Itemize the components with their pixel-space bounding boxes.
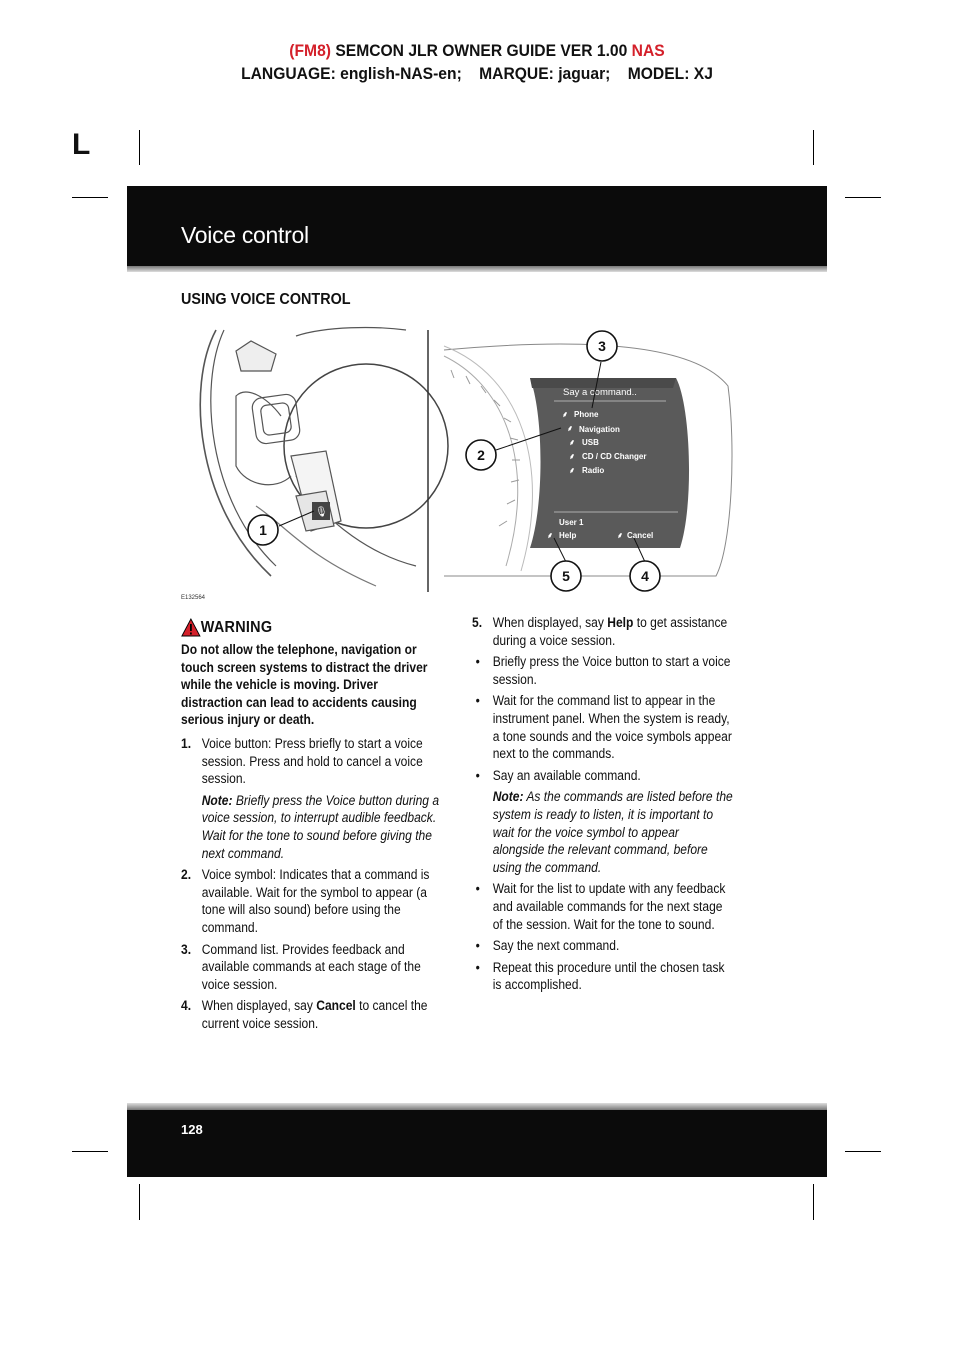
screen-mic-icon: ⸙ <box>569 466 575 475</box>
bullet-item: • Wait for the command list to appear in the instrument panel. When the system is ready, a tone sounds and the voice symbols appear next to the commands. <box>475 693 732 762</box>
bullet-item: • Repeat this procedure until the chosen task is accomplished. <box>475 959 725 993</box>
item-text: When displayed, say <box>492 615 608 630</box>
section-title: Voice control <box>181 222 309 248</box>
bullet-text: Briefly press the Voice button to start a voice session. <box>492 654 731 687</box>
screen-mic-icon: ⸙ <box>569 452 575 461</box>
item-text: Voice symbol: Indicates that a command is available. Wait for the symbol to appear (a tone will also sound) before using the command. <box>201 867 430 935</box>
title-band-shade <box>127 266 827 272</box>
item-text: to cancel the current voice session. <box>201 998 428 1031</box>
list-item <box>181 735 442 788</box>
callout-1: 1 <box>259 522 267 538</box>
list-item <box>181 997 442 1032</box>
crop-mark <box>139 130 140 165</box>
bullet-text: Wait for the command list to appear in the instrument panel. When the system is ready, a tone sounds and the voice symbols appear next to the commands. <box>492 693 732 762</box>
crop-mark <box>813 130 814 165</box>
header-nas: NAS <box>631 41 665 60</box>
screen-mic-icon: ⸙ <box>569 438 575 447</box>
item-number: 5. <box>472 615 483 630</box>
warning-triangle-icon <box>181 618 201 637</box>
item-keyword: Cancel <box>316 998 356 1014</box>
screen-mic-icon: ⸙ <box>567 424 573 433</box>
voice-control-figure <box>176 326 736 606</box>
item-text: When displayed, say <box>201 998 317 1014</box>
footer-band <box>127 1110 827 1177</box>
bullet-text: Wait for the list to update with any feedback and available commands for the next stage of the session. Wait for the tone to sound. <box>492 881 726 932</box>
screen-cancel: Cancel <box>627 531 654 540</box>
item-text: to get assistance during a voice session. <box>492 615 728 648</box>
page-number: 128 <box>181 1122 203 1137</box>
crop-mark <box>845 197 881 198</box>
screen-help: Help <box>559 531 577 540</box>
note-label: Note: <box>201 792 233 808</box>
warning-heading <box>181 618 442 637</box>
screen-heading: Say a command.. <box>563 387 637 398</box>
doc-header-line1 <box>38 41 916 61</box>
screen-user: User 1 <box>559 518 584 527</box>
bullet-item: • Wait for the list to update with any feedback and available commands for the next stage of the session. Wait for the tone to sound. <box>475 881 726 932</box>
screen-command: CD / CD Changer <box>582 452 647 461</box>
bullet-text: Say the next command. <box>492 938 620 954</box>
callout-3: 3 <box>598 338 606 354</box>
screen-mic-icon: ⸙ <box>617 531 623 540</box>
bullet-text: Repeat this procedure until the chosen task is accomplished. <box>492 959 725 993</box>
bullet-item: • Say the next command. <box>475 938 620 954</box>
note <box>181 792 442 862</box>
screen-mic-icon: ⸙ <box>547 531 553 540</box>
left-column <box>181 618 442 1036</box>
item-number: 4. <box>181 998 192 1014</box>
callout-5: 5 <box>562 568 570 584</box>
list-item <box>472 614 733 649</box>
screen-command: Radio <box>582 466 605 475</box>
crop-mark <box>139 1184 140 1220</box>
item-number: 1. <box>181 735 192 751</box>
item-text: Command list. Provides feedback and available commands at each stage of the voice session. <box>201 941 421 992</box>
list-item <box>181 866 442 936</box>
bullet-text: Say an available command. <box>492 767 641 783</box>
note-label: Note: <box>492 789 524 805</box>
item-number: 3. <box>181 941 192 957</box>
warning-text: Do not allow the telephone, navigation or touch screen systems to distract the driver while the vehicle is moving. Driver distraction can lead to accidents causing serious injury or death. <box>181 642 428 728</box>
doc-header-line2: LANGUAGE: english-NAS-en; MARQUE: jaguar; MODEL: XJ <box>241 64 713 83</box>
crop-mark <box>72 1151 108 1152</box>
svg-text:🎙: 🎙 <box>315 507 328 518</box>
bullet-item: • Briefly press the Voice button to start a voice session. <box>475 654 731 687</box>
item-keyword: Help <box>607 615 634 630</box>
callout-4: 4 <box>641 568 649 584</box>
corner-letter: L <box>72 128 91 161</box>
screen-command: USB <box>582 438 599 447</box>
note-text: Briefly press the Voice button during a voice session, to interrupt audible feedback. Wait for the tone to sound before giving the next command. <box>201 792 440 861</box>
screen-command: Phone <box>574 410 599 419</box>
callout-2: 2 <box>477 447 485 463</box>
footer-band-shade <box>127 1103 827 1110</box>
note-text: As the commands are listed before the system is ready to listen, it is important to wait for the voice symbol to appear alongside the relevant command, before using the command. <box>492 789 733 875</box>
crop-mark <box>845 1151 881 1152</box>
header-fm8: (FM8) <box>289 41 331 60</box>
crop-mark <box>813 1184 814 1220</box>
header-guide: SEMCON JLR OWNER GUIDE VER 1.00 <box>330 41 632 60</box>
figure-ref: E132564 <box>181 595 206 601</box>
warning-label: WARNING <box>200 618 273 636</box>
screen-mic-icon: ⸙ <box>562 410 568 419</box>
screen-command: Navigation <box>579 425 620 434</box>
subheading: USING VOICE CONTROL <box>181 291 351 308</box>
item-text: Voice button: Press briefly to start a voice session. Press and hold to cancel a voice session. <box>201 735 423 787</box>
list-item <box>181 941 442 994</box>
right-column <box>472 614 733 998</box>
item-number: 2. <box>181 867 192 883</box>
bullet-item: • Say an available command. <box>475 767 641 783</box>
crop-mark <box>72 197 108 198</box>
note <box>472 788 733 876</box>
